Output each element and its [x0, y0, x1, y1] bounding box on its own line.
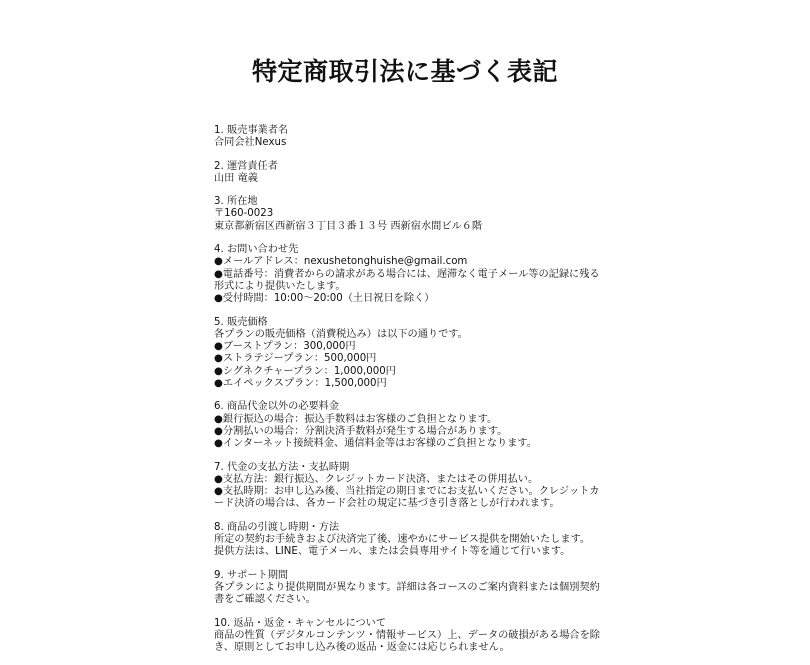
section-delivery: [214, 522, 606, 559]
delivery-timing: 所定の契約お手続きおよび決済完了後、速やかにサービス提供を開始いたします。: [214, 534, 591, 546]
section-heading: 3. 所在地: [214, 196, 258, 208]
section-heading: 5. 販売価格: [214, 316, 268, 328]
fee-bank-transfer: ● 銀行振込の場合：振込手数料はお客様のご負担となります。: [214, 414, 606, 426]
postal-code: 〒160-0023: [214, 208, 274, 220]
street-address: 東京都新宿区西新宿３丁目３番１３号 西新宿水間ビル６階: [214, 220, 483, 232]
contact-email: ● メールアドレス：nexushetonghuishe@gmail.com: [214, 256, 606, 268]
disclosure-content: [214, 125, 606, 665]
fee-installment: ● 分割払いの場合：分割決済手数料が発生する場合があります。: [214, 426, 606, 438]
plan-price-strategy: ● ストラテジープラン：500,000円: [214, 353, 606, 365]
page-title: 特定商取引法に基づく表記: [251, 57, 558, 86]
refund-policy-text: 商品の性質（デジタルコンテンツ・情報サービス）上、データの破損がある場合を除き、原則としてお申し込み後の返品・返金には応じられません。: [214, 629, 600, 654]
section-heading: 4. お問い合わせ先: [214, 244, 299, 256]
section-heading: 7. 代金の支払方法・支払時期: [214, 461, 350, 473]
section-heading: 6. 商品代金以外の必要料金: [214, 401, 340, 413]
responsible-person-name: 山田 竜義: [214, 172, 258, 184]
delivery-method: 提供方法は、LINE、電子メール、または会員専用サイト等を通じて行います。: [214, 546, 571, 558]
section-support-period: [214, 570, 606, 607]
plan-price-apex: ● エイペックスプラン：1,500,000円: [214, 378, 606, 390]
section-address: [214, 196, 606, 233]
section-heading: 2. 運営責任者: [214, 160, 278, 172]
section-refund-policy: [214, 618, 606, 655]
section-responsible-person: [214, 161, 606, 186]
section-heading: 10. 返品・返金・キャンセルについて: [214, 617, 387, 629]
fee-internet: ● インターネット接続料金、通信料金等はお客様のご負担となります。: [214, 438, 606, 450]
section-pricing: [214, 317, 606, 391]
section-additional-fees: [214, 401, 606, 450]
section-seller-name: [214, 125, 606, 150]
section-heading: 1. 販売事業者名: [214, 125, 289, 136]
payment-timing: ● 支払時期：お申し込み後、当社指定の期日までにお支払いください。クレジットカード決済の場合は、各カード会社の規定に基づき引き落としが行われます。: [214, 486, 606, 511]
payment-method: ● 支払方法：銀行振込、クレジットカード決済、またはその併用払い。: [214, 474, 606, 486]
seller-name: 合同会社Nexus: [214, 137, 287, 149]
contact-hours: ● 受付時間：10:00〜20:00（土日祝日を除く）: [214, 293, 606, 305]
contact-phone: ● 電話番号：消費者からの請求がある場合には、遅滞なく電子メール等の記録に残る形式により提供いたします。: [214, 269, 606, 294]
plan-price-boost: ● ブーストプラン：300,000円: [214, 341, 606, 353]
pricing-intro: 各プランの販売価格（消費税込み）は以下の通りです。: [214, 328, 468, 340]
section-payment: [214, 462, 606, 511]
support-period-text: 各プランにより提供期間が異なります。詳細は各コースのご案内資料または個別契約書をご確認ください。: [214, 581, 600, 606]
section-contact: [214, 244, 606, 305]
section-heading: 9. サポート期間: [214, 569, 289, 581]
plan-price-signature: ● シグネクチャープラン：1,000,000円: [214, 366, 606, 378]
section-heading: 8. 商品の引渡し時期・方法: [214, 521, 340, 533]
